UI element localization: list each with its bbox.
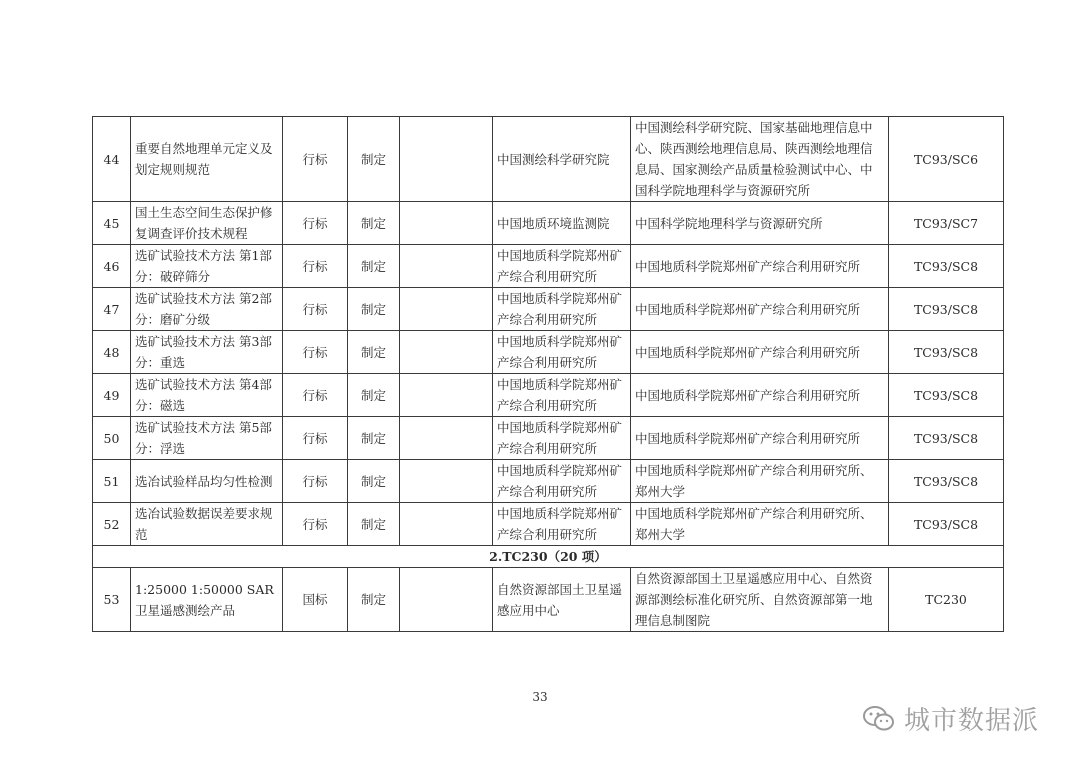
table-row	[93, 245, 1004, 288]
standard-type: 行标	[283, 202, 348, 245]
extra-cell	[400, 503, 493, 546]
row-number: 47	[93, 288, 131, 331]
standard-name: 1:25000 1:50000 SAR卫星遥感测绘产品	[131, 568, 283, 632]
participating-organizations: 自然资源部国土卫星遥感应用中心、自然资源部测绘标准化研究所、自然资源部第一地理信息制图院	[631, 568, 889, 632]
technical-committee: TC93/SC8	[889, 288, 1004, 331]
standard-name: 选矿试验技术方法 第4部分：磁选	[131, 374, 283, 417]
technical-committee: TC93/SC8	[889, 245, 1004, 288]
section-title: 2.TC230（20 项）	[93, 546, 1004, 568]
table-row	[93, 331, 1004, 374]
wechat-icon	[862, 704, 896, 734]
standard-name: 选矿试验技术方法 第1部分：破碎筛分	[131, 245, 283, 288]
lead-organization: 自然资源部国土卫星遥感应用中心	[493, 568, 631, 632]
participating-organizations: 中国地质科学院郑州矿产综合利用研究所	[631, 417, 889, 460]
table-row	[93, 117, 1004, 202]
standard-type: 行标	[283, 417, 348, 460]
action: 制定	[348, 374, 400, 417]
participating-organizations: 中国地质科学院郑州矿产综合利用研究所、郑州大学	[631, 460, 889, 503]
participating-organizations: 中国地质科学院郑州矿产综合利用研究所	[631, 331, 889, 374]
action: 制定	[348, 245, 400, 288]
standard-name: 选矿试验技术方法 第3部分：重选	[131, 331, 283, 374]
standard-name: 重要自然地理单元定义及划定规则规范	[131, 117, 283, 202]
action: 制定	[348, 417, 400, 460]
extra-cell	[400, 568, 493, 632]
section-header-row	[93, 546, 1004, 568]
standard-type: 行标	[283, 460, 348, 503]
standard-type: 行标	[283, 374, 348, 417]
participating-organizations: 中国地质科学院郑州矿产综合利用研究所、郑州大学	[631, 503, 889, 546]
standards-table	[92, 116, 1004, 632]
technical-committee: TC230	[889, 568, 1004, 632]
action: 制定	[348, 117, 400, 202]
lead-organization: 中国地质科学院郑州矿产综合利用研究所	[493, 460, 631, 503]
table-row	[93, 568, 1004, 632]
table-row	[93, 202, 1004, 245]
standard-type: 国标	[283, 568, 348, 632]
row-number: 53	[93, 568, 131, 632]
standard-type: 行标	[283, 503, 348, 546]
technical-committee: TC93/SC7	[889, 202, 1004, 245]
standard-name: 选冶试验数据误差要求规范	[131, 503, 283, 546]
row-number: 49	[93, 374, 131, 417]
extra-cell	[400, 117, 493, 202]
participating-organizations: 中国测绘科学研究院、国家基础地理信息中心、陕西测绘地理信息局、陕西测绘地理信息局、国家测绘产品质量检验测试中心、中国科学院地理科学与资源研究所	[631, 117, 889, 202]
technical-committee: TC93/SC8	[889, 374, 1004, 417]
table-row	[93, 460, 1004, 503]
technical-committee: TC93/SC8	[889, 417, 1004, 460]
standard-name: 国土生态空间生态保护修复调查评价技术规程	[131, 202, 283, 245]
row-number: 45	[93, 202, 131, 245]
standard-type: 行标	[283, 288, 348, 331]
participating-organizations: 中国地质科学院郑州矿产综合利用研究所	[631, 374, 889, 417]
row-number: 46	[93, 245, 131, 288]
row-number: 48	[93, 331, 131, 374]
action: 制定	[348, 288, 400, 331]
table-row	[93, 417, 1004, 460]
participating-organizations: 中国地质科学院郑州矿产综合利用研究所	[631, 288, 889, 331]
standard-name: 选矿试验技术方法 第5部分：浮选	[131, 417, 283, 460]
lead-organization: 中国地质科学院郑州矿产综合利用研究所	[493, 245, 631, 288]
lead-organization: 中国地质科学院郑州矿产综合利用研究所	[493, 288, 631, 331]
extra-cell	[400, 331, 493, 374]
row-number: 51	[93, 460, 131, 503]
standard-type: 行标	[283, 331, 348, 374]
table-row	[93, 374, 1004, 417]
standard-type: 行标	[283, 117, 348, 202]
lead-organization: 中国地质科学院郑州矿产综合利用研究所	[493, 331, 631, 374]
participating-organizations: 中国地质科学院郑州矿产综合利用研究所	[631, 245, 889, 288]
extra-cell	[400, 374, 493, 417]
table-row	[93, 288, 1004, 331]
technical-committee: TC93/SC8	[889, 331, 1004, 374]
action: 制定	[348, 331, 400, 374]
technical-committee: TC93/SC6	[889, 117, 1004, 202]
watermark-text: 城市数据派	[904, 706, 1040, 736]
action: 制定	[348, 460, 400, 503]
lead-organization: 中国地质科学院郑州矿产综合利用研究所	[493, 417, 631, 460]
standard-type: 行标	[283, 245, 348, 288]
watermark	[862, 700, 1039, 737]
page-number: 33	[532, 690, 548, 704]
extra-cell	[400, 245, 493, 288]
technical-committee: TC93/SC8	[889, 460, 1004, 503]
action: 制定	[348, 568, 400, 632]
lead-organization: 中国地质环境监测院	[493, 202, 631, 245]
participating-organizations: 中国科学院地理科学与资源研究所	[631, 202, 889, 245]
action: 制定	[348, 202, 400, 245]
standard-name: 选矿试验技术方法 第2部分：磨矿分级	[131, 288, 283, 331]
table-row	[93, 503, 1004, 546]
row-number: 52	[93, 503, 131, 546]
extra-cell	[400, 460, 493, 503]
lead-organization: 中国地质科学院郑州矿产综合利用研究所	[493, 374, 631, 417]
extra-cell	[400, 288, 493, 331]
technical-committee: TC93/SC8	[889, 503, 1004, 546]
standard-name: 选冶试验样品均匀性检测	[131, 460, 283, 503]
action: 制定	[348, 503, 400, 546]
lead-organization: 中国地质科学院郑州矿产综合利用研究所	[493, 503, 631, 546]
lead-organization: 中国测绘科学研究院	[493, 117, 631, 202]
row-number: 50	[93, 417, 131, 460]
extra-cell	[400, 202, 493, 245]
row-number: 44	[93, 117, 131, 202]
extra-cell	[400, 417, 493, 460]
